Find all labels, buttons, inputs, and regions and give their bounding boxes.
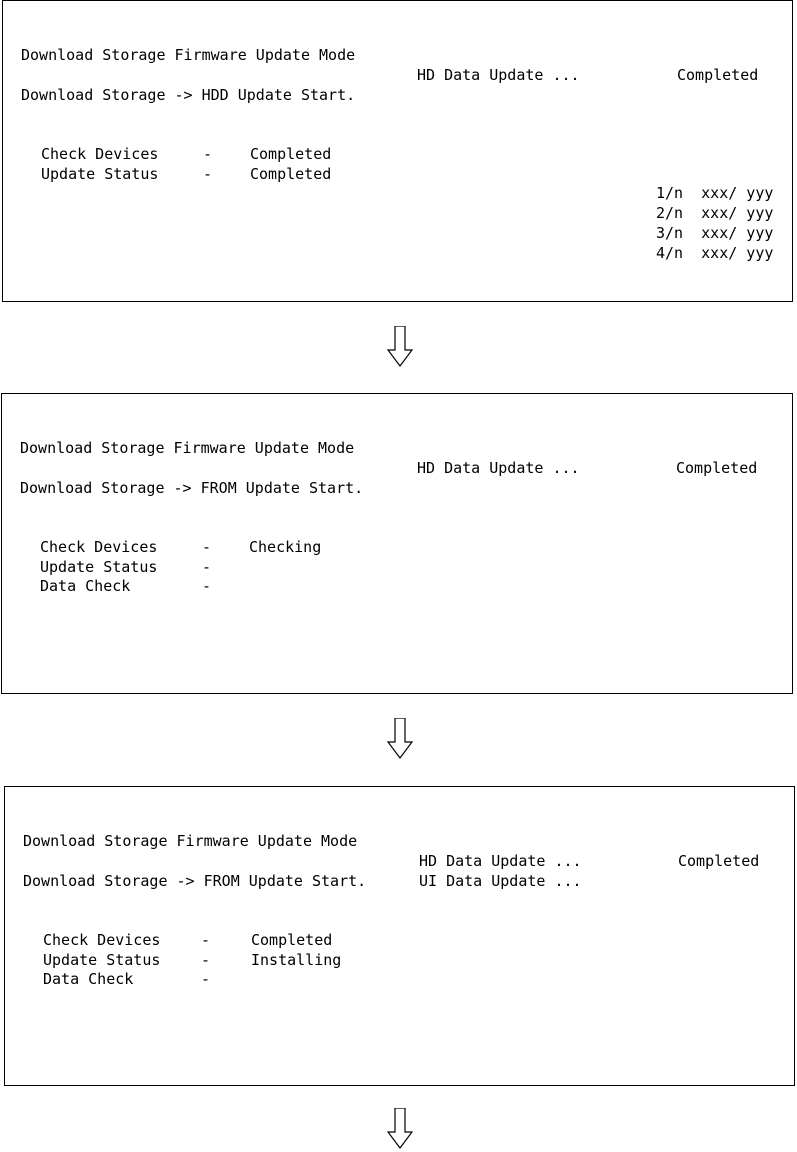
hd-data-update-label: HD Data Update ... [419,852,582,870]
progress-line-1: 1/n xxx/ yyy [656,184,774,202]
start-line: Download Storage -> HDD Update Start. [21,86,356,104]
update-status-label: Update Status [40,558,158,576]
update-status-dash: - [203,165,213,183]
check-devices-value: Checking [249,538,322,556]
start-line: Download Storage -> FROM Update Start. [20,479,364,497]
hd-data-update-label: HD Data Update ... [417,459,580,477]
data-check-label: Data Check [40,577,131,595]
check-devices-label: Check Devices [40,538,158,556]
check-devices-label: Check Devices [41,145,159,163]
mode-title: Download Storage Firmware Update Mode [23,832,358,850]
down-arrow-icon [387,718,413,760]
update-status-dash: - [202,558,212,576]
update-screen-2 [1,393,793,694]
hd-data-update-status: Completed [678,852,760,870]
update-screen-1 [2,0,793,302]
hd-data-update-label: HD Data Update ... [417,66,580,84]
update-status-value: Installing [251,951,342,969]
update-status-dash: - [201,951,211,969]
update-status-label: Update Status [41,165,159,183]
ui-data-update-label: UI Data Update ... [419,872,582,890]
update-screen-3 [4,786,795,1086]
progress-line-4: 4/n xxx/ yyy [656,244,774,262]
check-devices-label: Check Devices [43,931,161,949]
hd-data-update-status: Completed [676,459,758,477]
data-check-dash: - [201,970,211,988]
update-status-value: Completed [250,165,332,183]
down-arrow-icon [387,1108,413,1150]
data-check-dash: - [202,577,212,595]
down-arrow-icon [387,326,413,368]
update-status-label: Update Status [43,951,161,969]
data-check-label: Data Check [43,970,134,988]
check-devices-value: Completed [250,145,332,163]
check-devices-dash: - [201,931,211,949]
progress-line-3: 3/n xxx/ yyy [656,224,774,242]
check-devices-dash: - [202,538,212,556]
mode-title: Download Storage Firmware Update Mode [20,439,355,457]
mode-title: Download Storage Firmware Update Mode [21,46,356,64]
check-devices-dash: - [203,145,213,163]
progress-line-2: 2/n xxx/ yyy [656,204,774,222]
hd-data-update-status: Completed [677,66,759,84]
check-devices-value: Completed [251,931,333,949]
start-line: Download Storage -> FROM Update Start. [23,872,367,890]
